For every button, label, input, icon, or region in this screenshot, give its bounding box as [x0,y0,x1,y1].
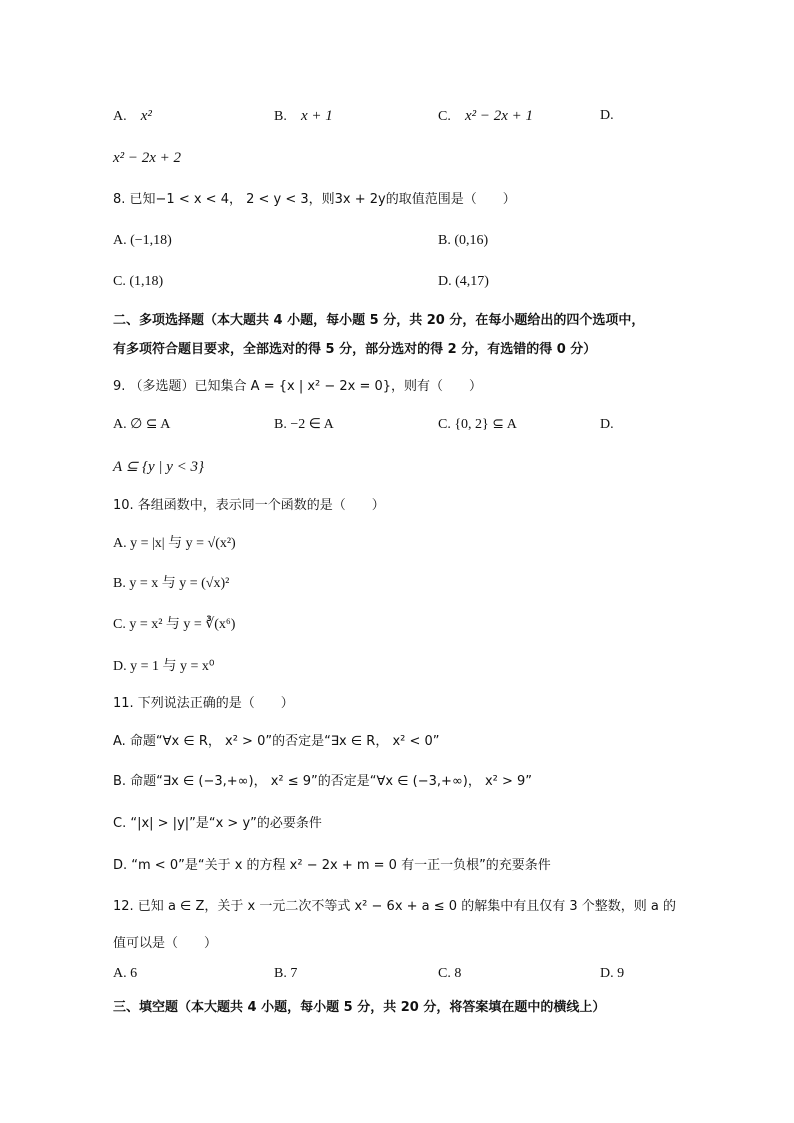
q12-option-a: A. 6 [113,966,138,981]
q7-option-a [113,106,152,127]
option-value: x² − 2x + 1 [464,108,534,124]
q9-option-d-label: D. [600,417,614,432]
q9-option-b: B. −2 ∈ A [274,417,334,432]
q8-option-c: C. (1,18) [113,274,164,289]
q12-option-d: D. 9 [600,966,625,981]
option-value: x + 1 [300,108,333,124]
q10-option-d: D. y = 1 与 y = x⁰ [113,659,215,674]
option-label: B. [274,109,287,124]
section2-heading-line2: 有多项符合题目要求，全部选对的得 5 分，部分选对的得 2 分，有选错的得 0 分） [113,342,597,357]
q9-option-d-value: A ⊆ {y | y < 3} [113,459,205,475]
q7-option-d-value: x² − 2x + 2 [113,150,182,166]
q11-option-d: D. “m < 0”是“关于 x 的方程 x² − 2x + m = 0 有一正一负根”的充要条件 [113,858,551,873]
q11-option-a: A. 命题“∀x ∈ R， x² > 0”的否定是“∃x ∈ R， x² < 0” [113,734,440,749]
q9-stem: 9. （多选题）已知集合 A = {x | x² − 2x = 0}，则有（ ） [113,379,483,394]
q7-option-b [274,106,333,127]
q11-stem: 11. 下列说法正确的是（ ） [113,696,294,711]
option-label: C. [438,109,451,124]
q10-option-a: A. y = |x| 与 y = √(x²) [113,536,236,551]
q10-option-c: C. y = x² 与 y = ∛(x⁶) [113,617,236,632]
q8-option-b: B. (0,16) [438,233,489,248]
q12-stem-line1: 12. 已知 a ∈ Z，关于 x 一元二次不等式 x² − 6x + a ≤ 0 的解集中有且仅有 3 个整数，则 a 的 [113,899,676,914]
q12-stem-line2: 值可以是（ ） [113,936,218,951]
q8-option-a: A. (−1,18) [113,233,172,248]
q7-option-d [600,106,614,126]
q10-option-b: B. y = x 与 y = (√x)² [113,576,230,591]
q11-option-b: B. 命题“∃x ∈ (−3,+∞)， x² ≤ 9”的否定是“∀x ∈ (−3,+∞)， x² > 9” [113,774,533,789]
q8-stem: 8. 已知−1 < x < 4， 2 < y < 3，则3x + 2y的取值范围是（ ） [113,192,516,207]
section3-heading: 三、填空题（本大题共 4 小题，每小题 5 分，共 20 分，将答案填在题中的横线上） [113,1000,606,1015]
option-value: x² [140,108,152,124]
q9-option-c: C. {0, 2} ⊆ A [438,417,517,432]
q12-option-c: C. 8 [438,966,462,981]
option-label: D. [600,108,614,123]
q12-option-b: B. 7 [274,966,298,981]
q8-option-d: D. (4,17) [438,274,489,289]
q11-option-c: C. “|x| > |y|”是“x > y”的必要条件 [113,816,322,831]
q10-stem: 10. 各组函数中，表示同一个函数的是（ ） [113,498,385,513]
option-label: A. [113,109,127,124]
section2-heading-line1: 二、多项选择题（本大题共 4 小题，每小题 5 分，共 20 分，在每小题给出的四个选项中， [113,313,645,328]
q9-option-a: A. ∅ ⊆ A [113,417,171,432]
q7-option-c [438,106,533,127]
